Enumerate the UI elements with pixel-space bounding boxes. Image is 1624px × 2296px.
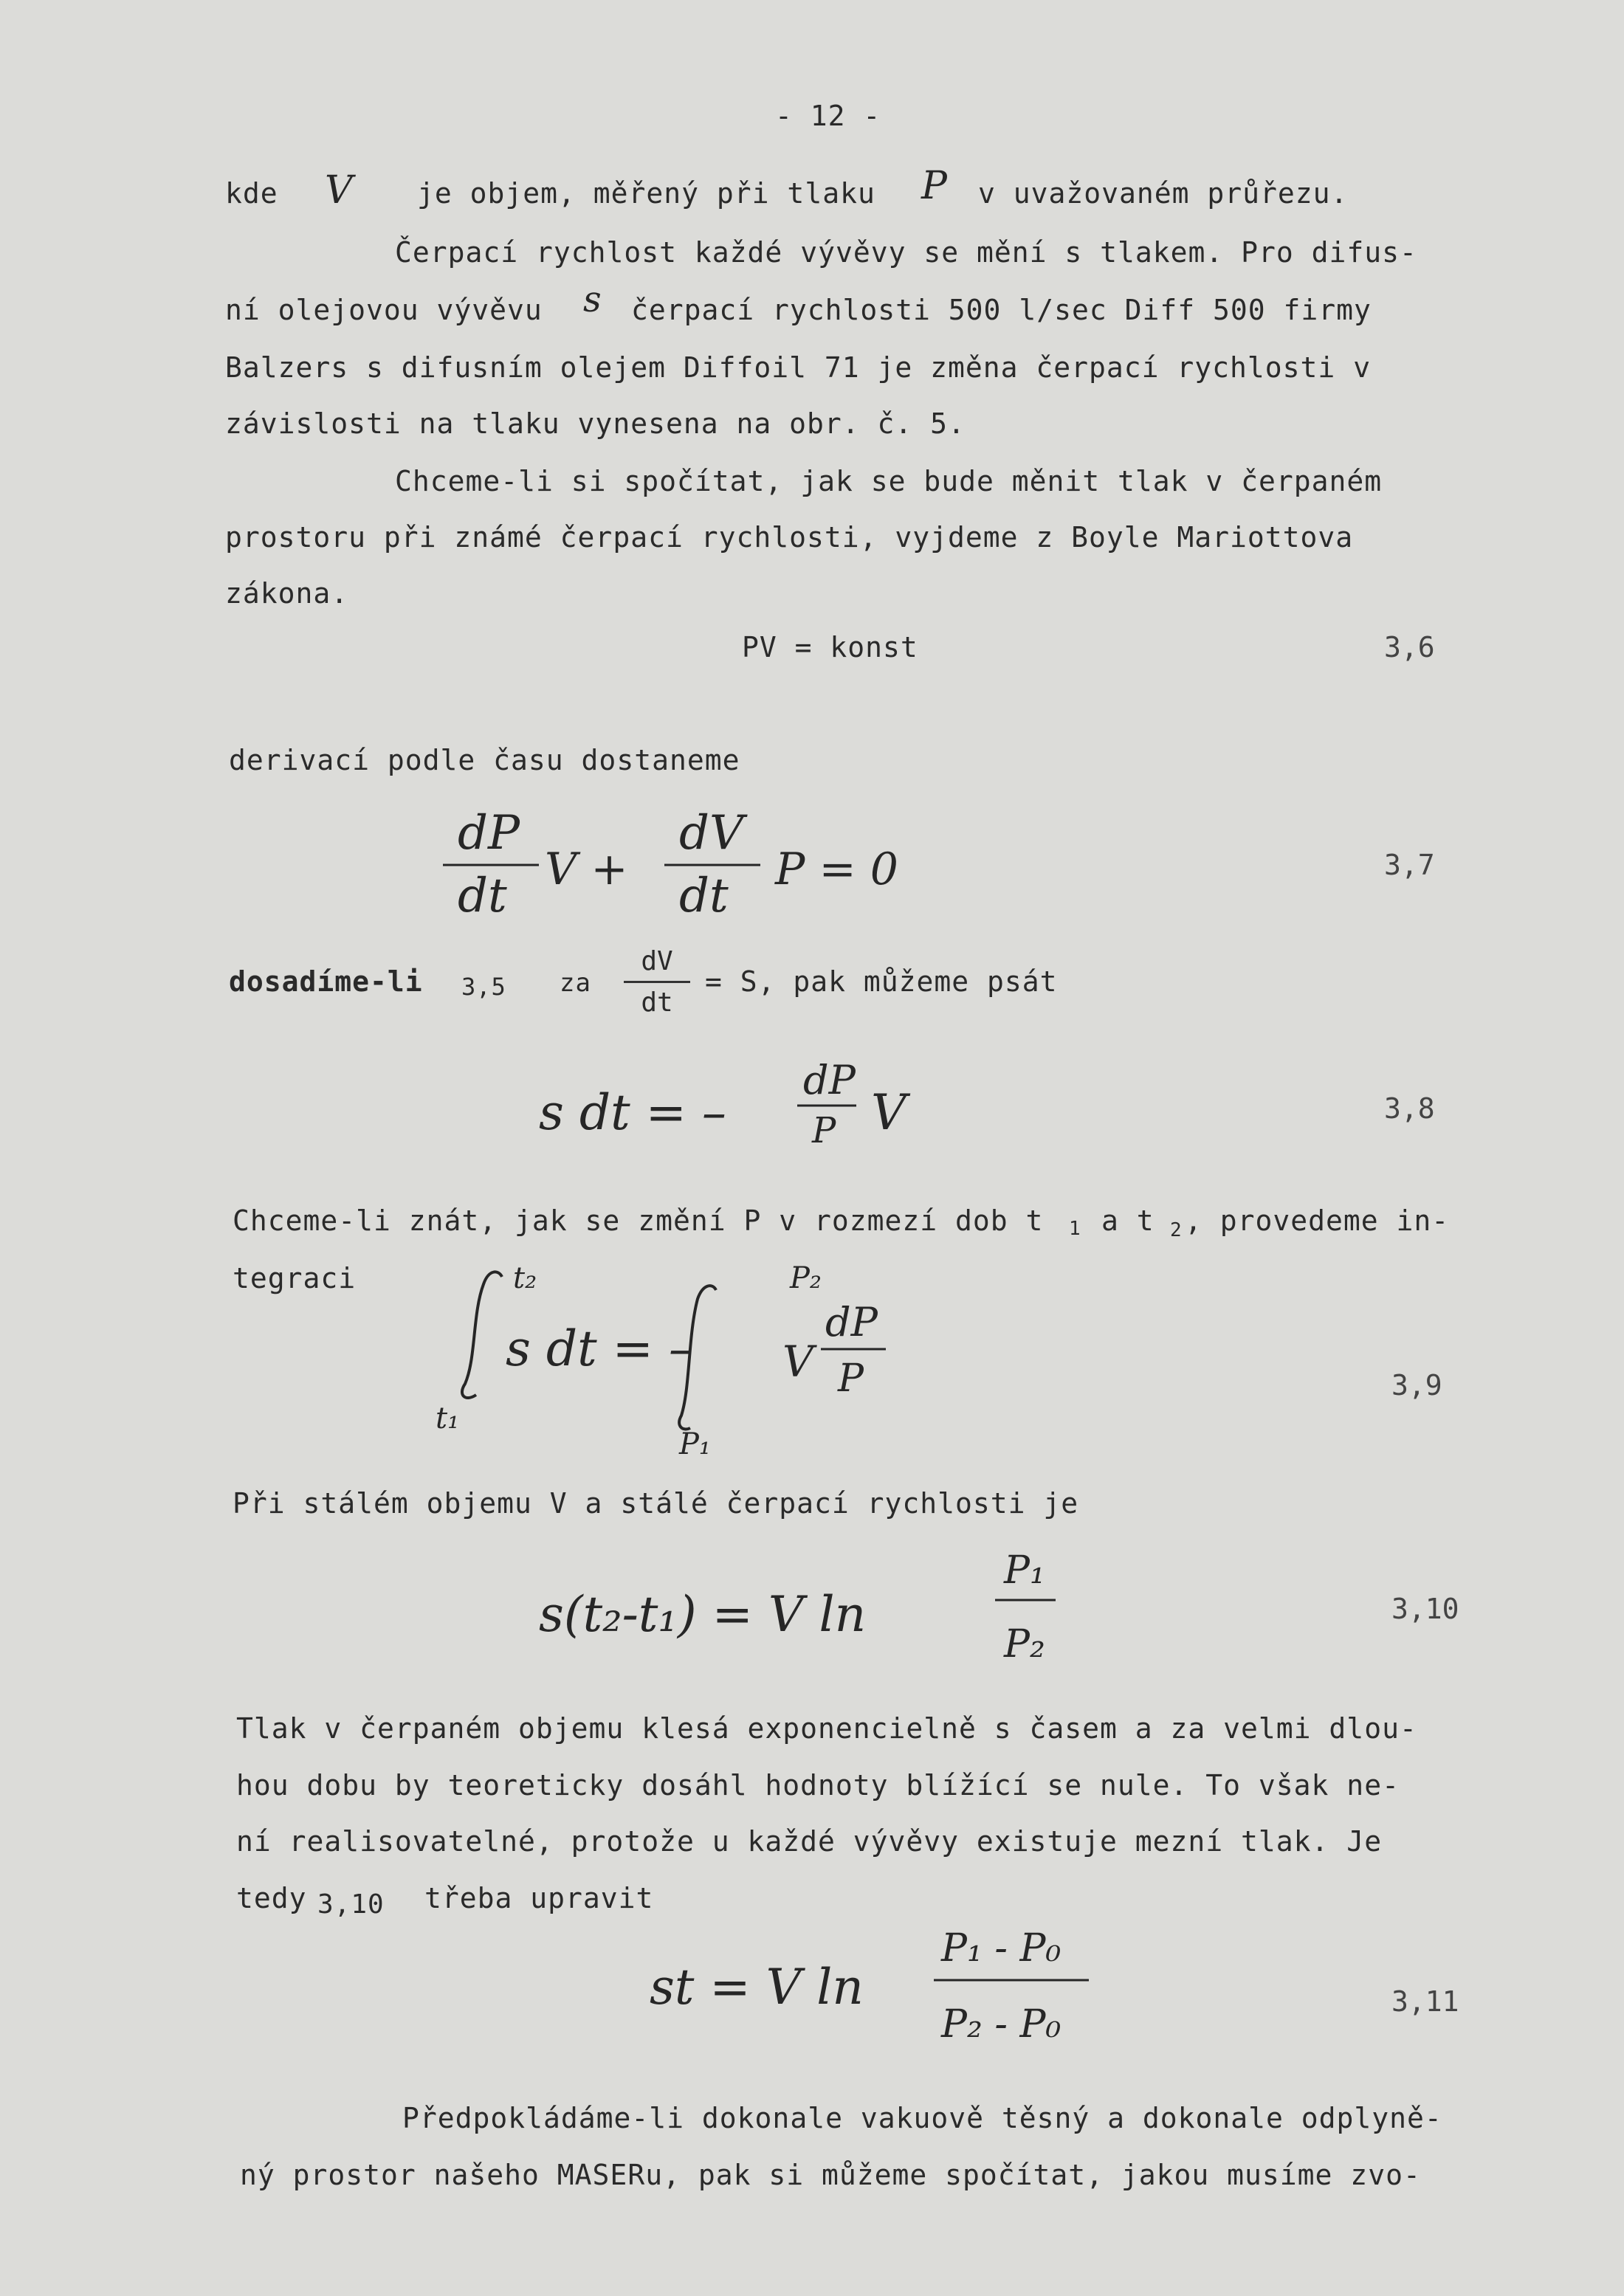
equation-3-11 bbox=[642, 1915, 1115, 2063]
text-line-11a: Chceme-li znát, jak se změní P v rozmezí dob t bbox=[233, 1204, 1044, 1237]
text-line-1a: kde bbox=[225, 177, 278, 210]
eq38-num: dP bbox=[803, 1057, 856, 1103]
text-line-7: prostoru při známé čerpací rychlosti, vyjdeme z Boyle Mariottova bbox=[225, 521, 1354, 554]
eq38-lhs: s dt = – bbox=[539, 1084, 726, 1141]
text-line-3a: ní olejovou vývěvu bbox=[225, 294, 543, 326]
eq39-v: V bbox=[782, 1337, 813, 1387]
text-line-10a: dosadíme-li bbox=[229, 965, 423, 998]
equation-number-3-8: 3,8 bbox=[1384, 1092, 1435, 1125]
text-line-5: závislosti na tlaku vynesena na obr. č. 5. bbox=[225, 407, 966, 440]
text-line-11c: , provedeme in- bbox=[1185, 1204, 1450, 1237]
text-line-1c: v uvažovaném průřezu. bbox=[978, 177, 1349, 210]
equation-number-3-7: 3,7 bbox=[1384, 849, 1435, 881]
text-line-13: Při stálém objemu V a stálé čerpací rychlosti je bbox=[233, 1487, 1079, 1520]
eq37-v-plus: V + bbox=[545, 844, 628, 895]
handwritten-P: P bbox=[921, 164, 948, 208]
text-line-19: ný prostor našeho MASERu, pak si můžeme spočítat, jakou musíme zvo- bbox=[240, 2159, 1421, 2191]
eq37-den1: dt bbox=[458, 869, 507, 923]
fraction-bar bbox=[624, 981, 690, 983]
eq311-lhs: st = V ln bbox=[650, 1959, 864, 2016]
eq39-lhs: s dt = – bbox=[506, 1320, 693, 1377]
equation-3-9 bbox=[436, 1255, 952, 1461]
equation-number-3-9: 3,9 bbox=[1391, 1369, 1442, 1402]
eq37-rhs: P = 0 bbox=[775, 844, 898, 895]
equation-number-3-6: 3,6 bbox=[1384, 631, 1435, 663]
equation-number-3-11: 3,11 bbox=[1391, 1985, 1459, 2018]
eq39-num: dP bbox=[825, 1299, 878, 1345]
fraction-numerator: dV bbox=[641, 946, 673, 976]
text-line-3b: čerpací rychlosti 500 l/sec Diff 500 firmy bbox=[631, 294, 1372, 326]
equation-3-8 bbox=[531, 1055, 989, 1166]
text-line-10c: za bbox=[560, 968, 591, 998]
eq310-num: P₁ bbox=[1004, 1548, 1045, 1593]
text-line-17b: 3,10 bbox=[317, 1889, 385, 1920]
equation-number-3-10: 3,10 bbox=[1391, 1593, 1459, 1625]
text-line-17c: třeba upravit bbox=[424, 1882, 654, 1914]
fraction-denominator: dt bbox=[641, 987, 673, 1018]
eq37-num1: dP bbox=[458, 806, 520, 861]
eq39-upper-t: t₂ bbox=[513, 1261, 537, 1295]
text-line-14: Tlak v čerpaném objemu klesá exponencielně s časem a za velmi dlou- bbox=[236, 1712, 1417, 1745]
text-line-4: Balzers s difusním olejem Diffoil 71 je změna čerpací rychlosti v bbox=[225, 351, 1372, 384]
eq39-lower-t: t₁ bbox=[436, 1402, 460, 1435]
eq37-num2: dV bbox=[679, 806, 744, 861]
text-line-15: hou dobu by teoreticky dosáhl hodnoty blížící se nule. To však ne- bbox=[236, 1769, 1400, 1802]
subscript-t2: 2 bbox=[1170, 1219, 1183, 1241]
eq311-den: P₂ - P₀ bbox=[941, 2002, 1062, 2047]
handwritten-s: s bbox=[583, 279, 602, 320]
page-number: - 12 - bbox=[775, 100, 881, 132]
eq39-den: P bbox=[838, 1356, 864, 1401]
eq311-num: P₁ - P₀ bbox=[941, 1926, 1062, 1971]
equation-3-7 bbox=[428, 804, 945, 930]
text-line-10d: = S, pak můžeme psát bbox=[705, 965, 1058, 998]
eq37-den2: dt bbox=[679, 869, 729, 923]
subscript-t1: 1 bbox=[1069, 1218, 1081, 1240]
fraction-dv-dt bbox=[624, 946, 690, 1018]
text-line-16: ní realisovatelné, protože u každé vývěvy existuje mezní tlak. Je bbox=[236, 1825, 1383, 1858]
eq310-den: P₂ bbox=[1004, 1622, 1045, 1666]
eq39-lower-p: P₁ bbox=[679, 1427, 711, 1461]
text-line-1b: je objem, měřený při tlaku bbox=[417, 177, 875, 210]
eq38-v: V bbox=[871, 1084, 906, 1141]
text-line-8: zákona. bbox=[225, 577, 349, 610]
equation-3-10 bbox=[531, 1535, 1093, 1683]
eq39-integral-1 bbox=[462, 1272, 502, 1398]
handwritten-V: V bbox=[325, 168, 354, 213]
eq39-upper-p: P₂ bbox=[790, 1261, 822, 1295]
text-line-12: tegraci bbox=[233, 1262, 357, 1294]
equation-3-6: PV = konst bbox=[742, 631, 918, 663]
text-line-9: derivací podle času dostaneme bbox=[229, 744, 740, 776]
text-line-17a: tedy bbox=[236, 1882, 307, 1914]
eq38-den: P bbox=[812, 1110, 836, 1151]
text-line-10b: 3,5 bbox=[461, 973, 506, 1001]
eq310-lhs: s(t₂-t₁) = V ln bbox=[539, 1586, 867, 1643]
text-line-18: Předpokládáme-li dokonale vakuově těsný a dokonale odplyně- bbox=[402, 2102, 1442, 2134]
text-line-2: Čerpací rychlost každé vývěvy se mění s tlakem. Pro difus- bbox=[395, 236, 1417, 269]
text-line-11b: a t bbox=[1101, 1204, 1155, 1237]
text-line-6: Chceme-li si spočítat, jak se bude měnit tlak v čerpaném bbox=[395, 465, 1383, 497]
